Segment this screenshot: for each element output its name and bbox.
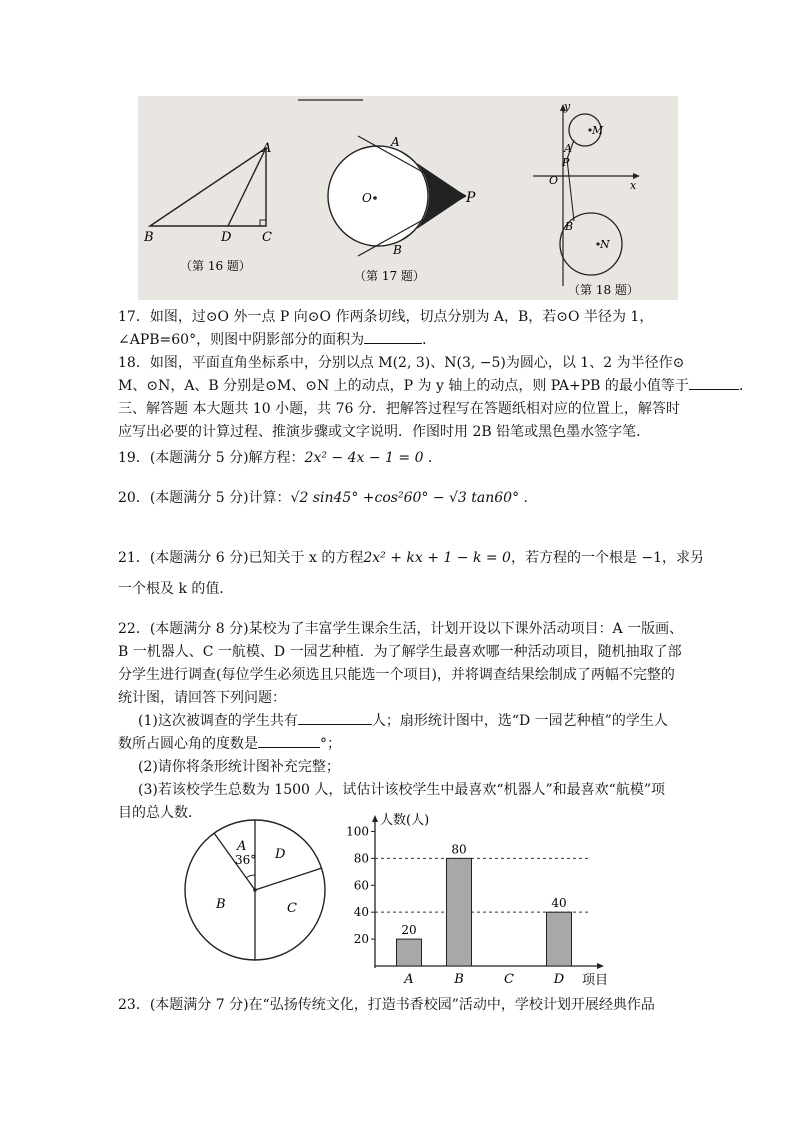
q22-sub1-text-d: °； <box>320 736 341 752</box>
q17-line2-text: ∠APB=60°，则图中阴影部分的面积为 <box>118 332 365 348</box>
q20-expression: √2 sin45° +cos²60° − √3 tan60° . <box>290 490 528 506</box>
q17-line1: 17．如图，过⊙O 外一点 P 向⊙O 作两条切线，切点分别为 A，B，若⊙O 半径为 1， <box>118 309 654 325</box>
x-tick-label: C <box>504 972 514 987</box>
fig17-label-b: B <box>393 243 402 257</box>
fig18-label-p: P <box>562 156 570 169</box>
q19-line <box>118 447 678 469</box>
q21-text-a: 21．(本题满分 6 分)已知关于 x 的方程 <box>118 550 364 566</box>
q22-sub1-text-b: 人；扇形统计图中，选“D 一园艺种植”的学生人 <box>371 713 668 729</box>
q21-line1 <box>118 547 705 569</box>
pie-label-a: A <box>237 839 247 854</box>
q22-line1: 22．(本题满分 8 分)某校为了丰富学生课余生活，计划开设以下课外活动项目：A 一版画、 <box>118 621 684 637</box>
fig17-label-o: O <box>362 191 372 205</box>
fig17-caption: （第 17 题） <box>354 269 425 283</box>
pie-chart <box>185 820 325 960</box>
y-axis-label: 人数(人) <box>380 813 430 828</box>
bar-a <box>397 939 422 966</box>
q23-line1: 23．(本题满分 7 分)在“弘扬传统文化，打造书香校园”活动中，学校计划开展经典作品 <box>118 997 655 1013</box>
q18-line2-end: ． <box>738 378 753 394</box>
pie-angle-label: 36° <box>235 853 257 867</box>
x-tick-label: A <box>404 972 414 987</box>
fig18-label-y: y <box>564 100 571 113</box>
fig18-label-o: O <box>549 174 559 187</box>
figure-17 <box>328 135 476 283</box>
fig17-label-a: A <box>391 135 400 149</box>
bar-chart <box>346 812 608 988</box>
figure-18 <box>533 100 640 297</box>
bar-value-label: 80 <box>451 842 467 857</box>
fig16-label-c: C <box>262 230 272 245</box>
q21-line2: 一个根及 k 的值． <box>118 581 234 597</box>
bar-value-label: 40 <box>551 896 567 911</box>
q20-line <box>118 487 678 509</box>
fig16-caption: （第 16 题） <box>180 259 251 273</box>
q22-sub1-text-c: 数所占圆心角的度数是 <box>118 736 258 752</box>
q22-line3: 分学生进行调查(每位学生必须选且只能选一个项目)，并将调查结果绘制成了两幅不完整的 <box>118 667 675 683</box>
q20-text: 20．(本题满分 5 分)计算： <box>118 490 291 506</box>
bar-value-label: 20 <box>401 923 417 938</box>
y-tick-label: 80 <box>353 851 369 866</box>
bar-d <box>547 912 572 966</box>
q17-line2 <box>118 329 678 351</box>
fig16-label-b: B <box>144 230 154 245</box>
fig18-label-n: N <box>600 238 610 251</box>
q18-line2-text: M、⊙N，A、B 分别是⊙M、⊙N 上的动点，P 为 y 轴上的动点，则 PA+PB 的最小值等于 <box>118 378 689 394</box>
fig16-label-a: A <box>262 141 272 156</box>
charts-svg <box>180 812 620 988</box>
q19-equation: 2x² − 4x − 1 = 0 . <box>304 450 433 466</box>
fig18-label-b: B <box>565 220 574 233</box>
pie-label-d: D <box>275 847 286 862</box>
answer-blank <box>258 733 320 748</box>
q22-sub1-line2 <box>118 733 678 755</box>
q22-sub1-text-a: (1)这次被调查的学生共有 <box>138 713 298 729</box>
x-tick-label: D <box>553 972 565 987</box>
q18-line1: 18．如图，平面直角坐标系中，分别以点 M(2, 3)、N(3, −5)为圆心，以 1、2 为半径作⊙ <box>118 355 685 371</box>
answer-blank <box>298 710 372 725</box>
q18-line2 <box>118 375 753 397</box>
y-tick-label: 20 <box>353 932 369 947</box>
figure-strip <box>138 96 678 300</box>
fig18-label-a: A <box>564 142 572 155</box>
fig18-caption: （第 18 题） <box>568 283 639 297</box>
section3-line2: 应写出必要的计算过程、推演步骤或文字说明．作图时用 2B 铅笔或黑色墨水签字笔． <box>118 424 651 440</box>
q22-sub3-line1: (3)若该校学生总数为 1500 人，试估计该校学生中最喜欢“机器人”和最喜欢“航模”项 <box>138 782 665 798</box>
figure-16 <box>143 141 272 273</box>
pie-label-c: C <box>287 901 297 916</box>
fig18-label-m: M <box>592 124 604 137</box>
q21-equation: 2x² + kx + 1 − k = 0 <box>363 550 511 566</box>
pie-divider <box>255 868 322 890</box>
q22-sub3-line2: 目的总人数． <box>118 805 202 821</box>
pie-label-b: B <box>216 897 226 912</box>
fig17-label-p: P <box>466 190 476 206</box>
q17-line2-end: ． <box>422 332 437 348</box>
q22-line2: B 一机器人、C 一航模、D 一园艺种植．为了解学生最喜欢哪一种活动项目，随机抽取了部 <box>118 644 682 660</box>
q22-sub2: (2)请你将条形统计图补充完整； <box>138 759 340 775</box>
figures-svg <box>138 96 678 300</box>
q21-text-b: ，若方程的一个根是 −1，求另 <box>510 550 705 566</box>
x-tick-label: B <box>454 972 464 987</box>
section3-line1: 三、解答题 本大题共 10 小题，共 76 分．把解答过程写在答题纸相对应的位置上，解答时 <box>118 401 680 417</box>
x-axis-label: 项目 <box>582 973 609 988</box>
y-tick-label: 100 <box>346 824 369 839</box>
q19-text: 19．(本题满分 5 分)解方程： <box>118 450 305 466</box>
fig18-label-x: x <box>630 179 637 192</box>
bar-b <box>447 858 472 966</box>
charts-area <box>180 812 620 988</box>
y-tick-label: 60 <box>353 878 369 893</box>
q22-sub1-line1 <box>138 710 698 732</box>
answer-blank <box>689 375 739 390</box>
q22-line4: 统计图，请回答下列问题： <box>118 690 286 706</box>
fig16-label-d: D <box>221 230 232 245</box>
angle-arc <box>246 875 255 878</box>
y-tick-label: 40 <box>353 905 369 920</box>
answer-blank <box>364 329 422 344</box>
